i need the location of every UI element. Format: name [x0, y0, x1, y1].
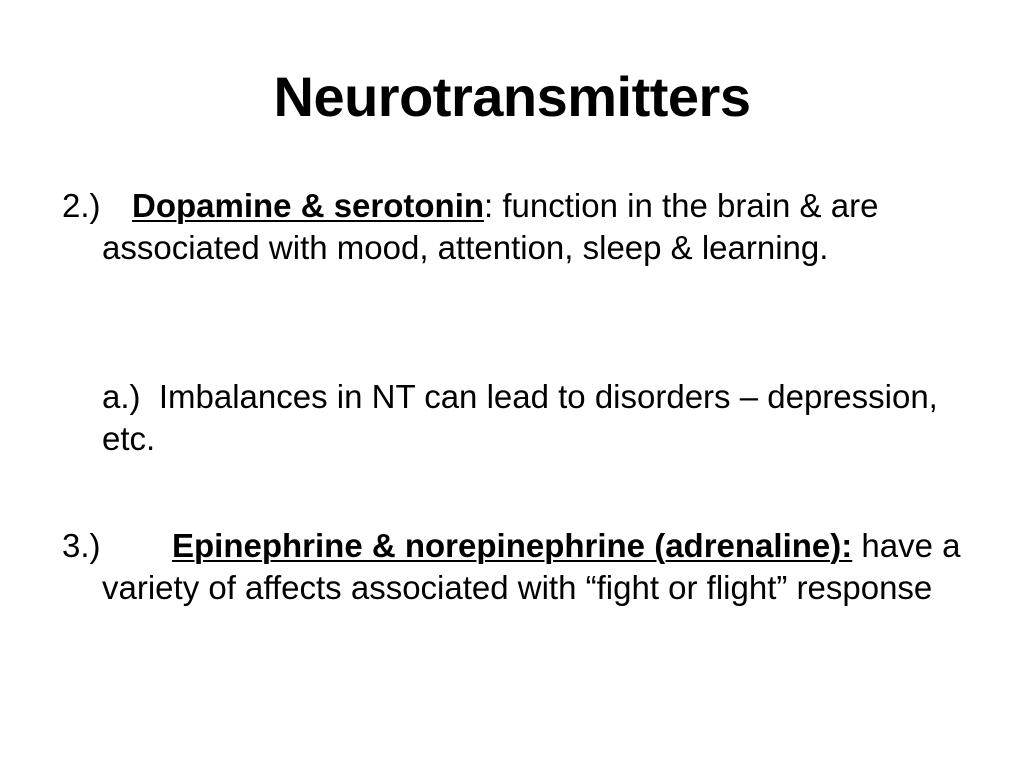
bullet-number: 3.): [62, 527, 101, 564]
bullet-number: 2.): [62, 187, 101, 224]
bullet-term: Dopamine & serotonin: [132, 187, 485, 224]
sub-bullet-imbalances: [102, 376, 962, 460]
bullet-text: have a variety of affects associated with “fight or flight” response: [102, 527, 961, 606]
bullet-text: : function in the brain & are associated with mood, attention, sleep & learning.: [102, 187, 879, 266]
bullet-dopamine-serotonin: [62, 185, 972, 269]
sub-bullet-number: a.): [102, 378, 141, 415]
bullet-term: Epinephrine & norepinephrine (adrenaline):: [172, 527, 853, 564]
bullet-epinephrine: [62, 525, 972, 609]
slide-title: Neurotransmitters: [273, 65, 751, 128]
sub-bullet-text: Imbalances in NT can lead to disorders – depression, etc.: [102, 378, 938, 457]
